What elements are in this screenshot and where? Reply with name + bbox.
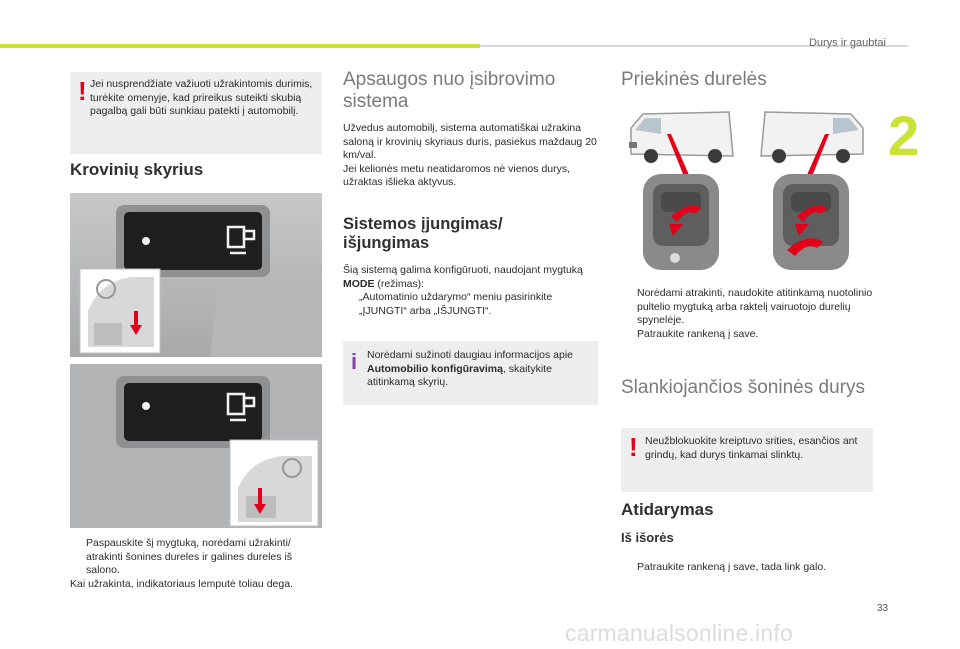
header-accent-bar (0, 44, 480, 48)
subheading-opening: Atidarymas (621, 500, 714, 519)
section-heading-sliding-doors: Slankiojančios šoninės durys (621, 377, 865, 398)
link-vehicle-configuration: Automobilio konfigūravimą (367, 362, 503, 375)
text-span: Šią sistemą galima konfigūruoti, naudojant mygtuką (343, 264, 583, 276)
page-number: 33 (877, 603, 889, 614)
section-heading-cargo: Krovinių skyrius (70, 160, 204, 179)
warning-icon: ! (629, 432, 638, 462)
activation-description (343, 264, 598, 318)
section-heading-anti-intrusion: Apsaugos nuo įsibrovimo sistema (343, 69, 556, 112)
chapter-number: 2 (888, 104, 920, 167)
front-door-illustration (621, 104, 873, 276)
running-title: Durys ir gaubtai (808, 37, 886, 49)
anti-intrusion-description (343, 122, 598, 190)
front-door-instructions (621, 287, 876, 341)
warning-icon: ! (78, 76, 87, 106)
bullet-icon (70, 537, 86, 578)
warning-box (70, 72, 322, 154)
warning-box (621, 428, 873, 492)
paragraph (343, 264, 598, 291)
cargo-lock-button-photo-2 (70, 364, 322, 528)
section-heading-front-doors: Priekinės durelės (621, 69, 767, 90)
bullet-item (621, 287, 876, 328)
paragraph: Užvedus automobilį, sistema automatiškai užrakina saloną ir krovinių skyriaus duris, pasiekus maždaug 20 km/val. (343, 122, 597, 161)
bullet-icon (621, 561, 637, 575)
bullet-item (70, 537, 322, 578)
cargo-lock-button-photo-1 (70, 193, 322, 357)
mode-button-name: MODE (343, 277, 375, 290)
cargo-instructions (70, 537, 322, 591)
bullet-icon (621, 328, 637, 342)
bullet-item (621, 561, 876, 575)
paragraph: Jei kelionės metu neatidaromos nė vienos durys, užraktas išlieka aktyvus. (343, 162, 571, 188)
note-text: Kai užrakinta, indikatoriaus lemputė toliau dega. (70, 577, 293, 590)
warning-text: Jei nusprendžiate važiuoti užrakintomis durimis, turėkite omenyje, kad prireikus suteikti skubią pagalbą gali būti sunkiau patekti į automobilį. (90, 78, 313, 117)
text-span: Norėdami sužinoti daugiau informacijos apie (367, 349, 574, 361)
warning-text: Neužblokuokite kreiptuvo srities, esančios ant grindų, kad durys tinkamai slinktų. (645, 435, 858, 461)
subheading-activation: Sistemos įjungimas/ išjungimas (343, 215, 503, 252)
subheading-from-outside: Iš išorės (621, 530, 674, 545)
bullet-item (343, 291, 598, 318)
bullet-item (621, 328, 876, 342)
info-box (343, 341, 598, 405)
bullet-text: Paspauskite šį mygtuką, norėdami užrakinti/ atrakinti šonines dureles ir galines dureles iš salono. (86, 537, 293, 576)
bullet-icon (621, 287, 637, 328)
bullet-text: Norėdami atrakinti, naudokite atitinkamą nuotolinio pultelio mygtuką arba raktelį vairuotojo durelių spynelėje. (637, 287, 873, 326)
bullet-text: Patraukite rankeną į save. (637, 327, 759, 340)
bullet-text: „Automatinio uždarymo“ meniu pasirinkite „ĮJUNGTI“ arba „IŠJUNGTI“. (359, 291, 553, 317)
bullet-icon (343, 291, 359, 318)
bullet-text: Patraukite rankeną į save, tada link galo. (637, 561, 827, 573)
text-span: , skaitykite atitinkamą skyrių. (367, 362, 552, 388)
sliding-door-instructions (621, 561, 876, 575)
info-icon: i (351, 349, 358, 374)
watermark-text: carmanualsonline.info (565, 620, 793, 646)
info-text (367, 349, 592, 390)
text-span: (režimas): (374, 277, 425, 290)
